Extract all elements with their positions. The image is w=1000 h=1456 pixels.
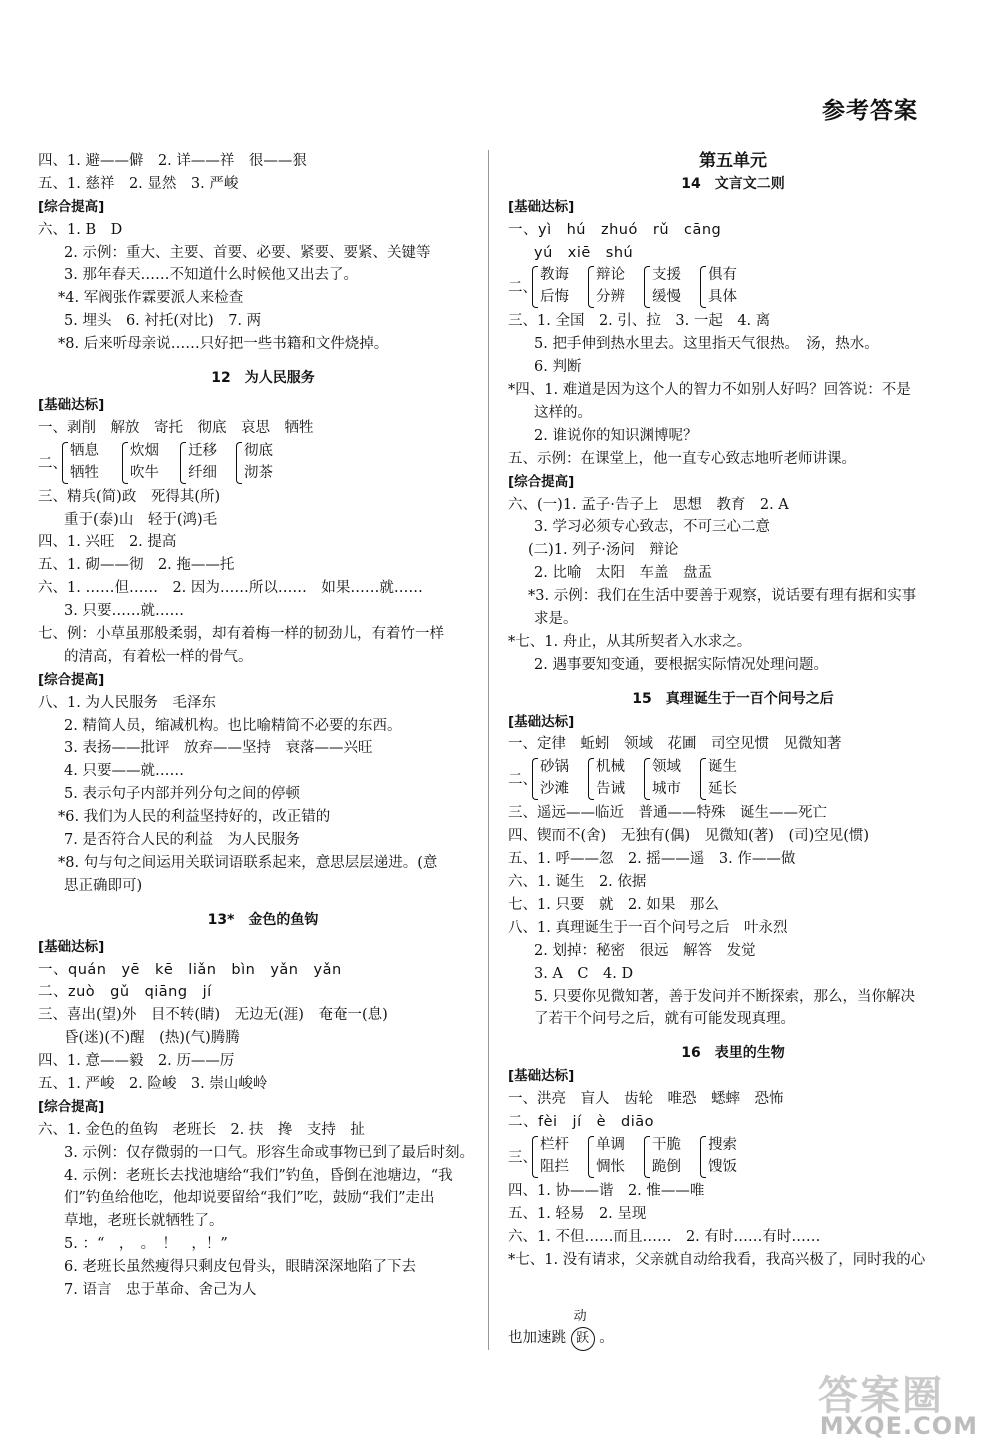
brace-bracket bbox=[180, 442, 186, 484]
answer-line: *6. 我们为人民的利益坚持好的，改正错的 bbox=[58, 809, 331, 826]
watermark-logo bbox=[791, 1362, 986, 1446]
answer-line: 4. 示例：老班长去找池塘给“我们”钓鱼，昏倒在池塘边，“我 bbox=[64, 1167, 453, 1184]
group-word: 分辨 bbox=[596, 289, 625, 306]
group-word: 干脆 bbox=[652, 1136, 681, 1153]
answer-line: 2. 遇事要知变通，要根据实际情况处理问题。 bbox=[534, 656, 828, 673]
answer-line: 一、洪亮 盲人 齿轮 唯恐 蟋蟀 恐怖 bbox=[508, 1091, 784, 1108]
watermark-domain: MXQE.COM bbox=[819, 1412, 978, 1440]
answer-line: 5. 只要你见微知著，善于发问并不断探索，那么，当你解决 bbox=[534, 988, 915, 1005]
answer-line: 3. A C 4. D bbox=[534, 965, 634, 982]
group-word: 延长 bbox=[708, 781, 737, 798]
group-word: 吹牛 bbox=[130, 464, 159, 481]
answer-line: 七、例：小草虽那般柔弱，却有着梅一样的韧劲儿，有着竹一样 bbox=[38, 626, 444, 643]
answer-line: 五、1. 呼——忽 2. 摇——遥 3. 作——做 bbox=[508, 851, 796, 868]
watermark-stamp: 答案圈 bbox=[818, 1373, 944, 1419]
unit-title: 第五单元 bbox=[699, 151, 767, 171]
answer-line: 3. 学习必须专心致志，不可三心二意 bbox=[534, 519, 770, 536]
brace-bracket bbox=[122, 442, 128, 484]
group-word: 沏茶 bbox=[244, 464, 273, 481]
answer-line: 五、1. 严峻 2. 险峻 3. 崇山峻岭 bbox=[38, 1075, 268, 1092]
answer-line: 三、1. 全国 2. 引、拉 3. 一起 4. 离 bbox=[508, 313, 771, 330]
answer-line: 了若干个问号之后，就有可能发现真理。 bbox=[534, 1011, 795, 1028]
answer-line: 求是。 bbox=[534, 611, 578, 628]
answer-line: *3. 示例：我们在生活中要善于观察，说话要有理有据和实事 bbox=[528, 588, 917, 605]
group-word: 机械 bbox=[596, 759, 625, 776]
group-label: 二、 bbox=[508, 772, 537, 789]
answer-line: 7. 语言 忠于革命、舍己为人 bbox=[64, 1281, 257, 1298]
answer-line: 3. 那年春天……不知道什么时候他又出去了。 bbox=[64, 267, 358, 284]
group-word: 跪倒 bbox=[652, 1158, 681, 1175]
group-word: 搜索 bbox=[708, 1136, 737, 1153]
brace-bracket bbox=[700, 1136, 706, 1178]
brace-bracket bbox=[644, 1136, 650, 1178]
answer-text: 。 bbox=[599, 1330, 614, 1346]
answer-line: *七、1. 没有请求，父亲就自动给我看，我高兴极了，同时我的心 bbox=[508, 1251, 926, 1268]
answer-line: 六、1. B D bbox=[38, 221, 123, 238]
answer-line: 四、1. 兴旺 2. 提高 bbox=[38, 534, 177, 551]
answer-line: 五、1. 慈祥 2. 显然 3. 严峻 bbox=[38, 175, 239, 192]
answer-line: (二)1. 列子·汤问 辩论 bbox=[528, 542, 679, 559]
answer-line: 七、1. 只要 就 2. 如果 那么 bbox=[508, 896, 719, 913]
answer-text: 也加速跳 bbox=[508, 1330, 566, 1346]
lesson-title: 16 表里的生物 bbox=[681, 1045, 785, 1062]
right-column bbox=[508, 150, 958, 1271]
answer-line: 重于(泰)山 轻于(鸿)毛 bbox=[64, 511, 218, 528]
correction-character: 动 bbox=[573, 1309, 587, 1324]
answer-line: 们”钓鱼给他吃，他却说要留给“我们”吃，鼓励“我们”走出 bbox=[64, 1190, 435, 1207]
answer-line: 3. 只要……就…… bbox=[64, 603, 184, 620]
answer-line: 5. 埋头 6. 衬托(对比) 7. 两 bbox=[64, 313, 262, 330]
lesson-title: 13* 金色的鱼钩 bbox=[207, 911, 319, 928]
group-word: 惆怅 bbox=[596, 1158, 625, 1175]
group-word: 俱有 bbox=[708, 267, 737, 284]
group-word: 沙滩 bbox=[540, 781, 569, 798]
section-tag: [基础达标] bbox=[38, 938, 105, 955]
answer-line: 昏(迷)(不)醒 (热)(气)腾腾 bbox=[64, 1030, 240, 1047]
answer-line: 的清高，有着松一样的骨气。 bbox=[64, 648, 253, 665]
answer-line: 八、1. 真理诞生于一百个问号之后 叶永烈 bbox=[508, 919, 788, 936]
group-label: 二、 bbox=[38, 455, 67, 472]
group-word: 炊烟 bbox=[130, 442, 159, 459]
section-tag: [基础达标] bbox=[508, 1068, 575, 1085]
circled-character: 动 跃 bbox=[571, 1327, 595, 1351]
brace-bracket bbox=[644, 266, 650, 308]
lesson-title: 12 为人民服务 bbox=[211, 370, 315, 387]
group-word: 迁移 bbox=[188, 442, 217, 459]
left-column bbox=[38, 150, 488, 1302]
word-group bbox=[38, 440, 488, 486]
group-word: 领域 bbox=[652, 759, 681, 776]
answer-line: 2. 比喻 太阳 车盖 盘盂 bbox=[534, 565, 712, 582]
answer-line: *4. 军阀张作霖要派人来检查 bbox=[58, 290, 244, 307]
lesson-title: 14 文言文二则 bbox=[681, 175, 785, 192]
answer-line: 6. 判断 bbox=[534, 359, 582, 376]
answer-line: 3. 示例：仅存微弱的一口气。形容生命或事物已到了最后时刻。 bbox=[64, 1144, 474, 1161]
answer-line: 六、1. 金色的鱼钩 老班长 2. 扶 搀 支持 扯 bbox=[38, 1121, 365, 1138]
answer-line: 八、1. 为人民服务 毛泽东 bbox=[38, 694, 216, 711]
section-tag: [综合提高] bbox=[508, 473, 575, 490]
answer-line: 五、1. 轻易 2. 呈现 bbox=[508, 1205, 647, 1222]
answer-line: 三、喜出(望)外 目不转(睛) 无边无(涯) 奄奄一(息) bbox=[38, 1007, 388, 1024]
group-label: 三、 bbox=[508, 1149, 537, 1166]
answer-line: *8. 后来听母亲说……只好把一些书籍和文件烧掉。 bbox=[58, 336, 389, 353]
answer-line: 3. 表扬——批评 放弃——坚持 衰落——兴旺 bbox=[64, 740, 373, 757]
brace-bracket bbox=[588, 1136, 594, 1178]
answer-line: 6. 老班长虽然瘦得只剩皮包骨头，眼睛深深地陷了下去 bbox=[64, 1259, 416, 1276]
brace-bracket bbox=[700, 758, 706, 800]
group-word: 辩论 bbox=[596, 267, 625, 284]
answer-line: 六、(一)1. 孟子·告子上 思想 教育 2. A bbox=[508, 496, 789, 513]
group-word: 缓慢 bbox=[652, 289, 681, 306]
answer-line: 一、剥削 解放 寄托 彻底 哀思 牺牲 bbox=[38, 419, 314, 436]
group-word: 阻拦 bbox=[540, 1158, 569, 1175]
answer-line: 2. 示例：重大、主要、首要、必要、紧要、要紧、关键等 bbox=[64, 244, 431, 261]
group-word: 牺息 bbox=[70, 442, 99, 459]
answer-line: 五、1. 砌——彻 2. 拖——托 bbox=[38, 557, 235, 574]
answer-line: 四、1. 避——僻 2. 详——祥 很——狠 bbox=[38, 153, 307, 169]
group-word: 纤细 bbox=[188, 464, 217, 481]
group-word: 馊饭 bbox=[708, 1158, 737, 1175]
group-word: 具体 bbox=[708, 289, 737, 306]
section-tag: [基础达标] bbox=[508, 713, 575, 730]
answer-line: 草地，老班长就牺牲了。 bbox=[64, 1213, 224, 1230]
group-word: 后悔 bbox=[540, 289, 569, 306]
answer-line: 2. 谁说你的知识渊博呢？ bbox=[534, 427, 698, 444]
answer-line: 5. 把手伸到热水里去。这里指天气很热。 汤，热水。 bbox=[534, 336, 879, 353]
group-word: 告诫 bbox=[596, 781, 625, 798]
answer-line: 2. 划掉：秘密 很远 解答 发觉 bbox=[534, 942, 756, 959]
pinyin-line: 二、zuò gǔ qiāng jí bbox=[38, 984, 212, 1001]
answer-line: 思正确即可) bbox=[64, 877, 143, 894]
brace-bracket bbox=[236, 442, 242, 484]
group-label: 二、 bbox=[508, 280, 537, 297]
answer-line: 4. 只要——就…… bbox=[64, 763, 184, 780]
group-word: 支援 bbox=[652, 267, 681, 284]
answer-line: *四、1. 难道是因为这个人的智力不如别人好吗？回答说：不是 bbox=[508, 382, 911, 399]
answer-line: *七、1. 舟止，从其所契者入水求之。 bbox=[508, 633, 752, 650]
group-word: 栏杆 bbox=[540, 1136, 569, 1153]
group-word: 单调 bbox=[596, 1136, 625, 1153]
page-header bbox=[0, 0, 1000, 145]
pinyin-line: 一、yì hú zhuó rǔ cāng bbox=[508, 221, 722, 238]
brace-bracket bbox=[62, 442, 68, 484]
answer-line: 四、1. 协——谐 2. 惟——唯 bbox=[508, 1182, 705, 1199]
word-group bbox=[508, 264, 958, 310]
pinyin-line: yú xiē shú bbox=[534, 244, 634, 261]
brace-bracket bbox=[532, 758, 538, 800]
answer-line: *8. 句与句之间运用关联词语联系起来，意思层层递进。(意 bbox=[58, 854, 438, 871]
word-group bbox=[508, 1134, 958, 1180]
answer-line: 一、定律 蚯蚓 领域 花圃 司空见惯 见微知著 bbox=[508, 736, 842, 753]
section-tag: [基础达标] bbox=[508, 198, 575, 215]
lesson-title: 15 真理诞生于一百个问号之后 bbox=[632, 690, 834, 707]
section-tag: [综合提高] bbox=[38, 198, 105, 215]
pinyin-line: 二、fèi jí è diāo bbox=[508, 1113, 655, 1130]
brace-bracket bbox=[644, 758, 650, 800]
answer-line: 五、示例：在课堂上，他一直专心致志地听老师讲课。 bbox=[508, 450, 856, 467]
brace-bracket bbox=[532, 1136, 538, 1178]
answer-line: 三、精兵(简)政 死得其(所) bbox=[38, 488, 221, 505]
answer-line: 六、1. 不但……而且…… 2. 有时……有时…… bbox=[508, 1228, 821, 1245]
answer-line: 2. 精简人员，缩减机构。也比喻精简不必要的东西。 bbox=[64, 717, 402, 734]
group-word: 城市 bbox=[652, 781, 681, 798]
group-word: 诞生 bbox=[708, 759, 737, 776]
answer-line-with-correction bbox=[508, 1309, 614, 1351]
answer-line: 5. 表示句子内部并列分句之间的停顿 bbox=[64, 786, 300, 803]
brace-bracket bbox=[700, 266, 706, 308]
brace-bracket bbox=[588, 266, 594, 308]
group-word: 彻底 bbox=[244, 442, 273, 459]
section-tag: [基础达标] bbox=[38, 396, 105, 413]
answer-line: 六、1. 诞生 2. 依据 bbox=[508, 874, 647, 891]
answer-line: 7. 是否符合人民的利益 为人民服务 bbox=[64, 832, 300, 849]
answer-line: 5. ：“ ， 。 ！ ，！” bbox=[64, 1236, 228, 1253]
section-tag: [综合提高] bbox=[38, 1098, 105, 1115]
answer-line: 四、锲而不(舍) 无独有(偶) 见微知(著) (司)空见(惯) bbox=[508, 828, 870, 845]
word-group bbox=[508, 756, 958, 802]
answer-line: 六、1. ……但…… 2. 因为……所以…… 如果……就…… bbox=[38, 580, 423, 597]
page-title: 参考答案 bbox=[822, 98, 918, 124]
group-word: 砂锅 bbox=[540, 759, 569, 776]
column-divider bbox=[488, 150, 489, 1350]
answer-line: 四、1. 意——毅 2. 历——厉 bbox=[38, 1053, 235, 1070]
brace-bracket bbox=[588, 758, 594, 800]
pinyin-line: 一、quán yē kē liǎn bìn yǎn yǎn bbox=[38, 961, 342, 978]
section-tag: [综合提高] bbox=[38, 671, 105, 688]
answer-line: 三、遥远——临近 普通——特殊 诞生——死亡 bbox=[508, 805, 827, 822]
answer-line: 这样的。 bbox=[534, 405, 592, 422]
group-word: 教诲 bbox=[540, 267, 569, 284]
brace-bracket bbox=[532, 266, 538, 308]
group-word: 牺牲 bbox=[70, 464, 99, 481]
